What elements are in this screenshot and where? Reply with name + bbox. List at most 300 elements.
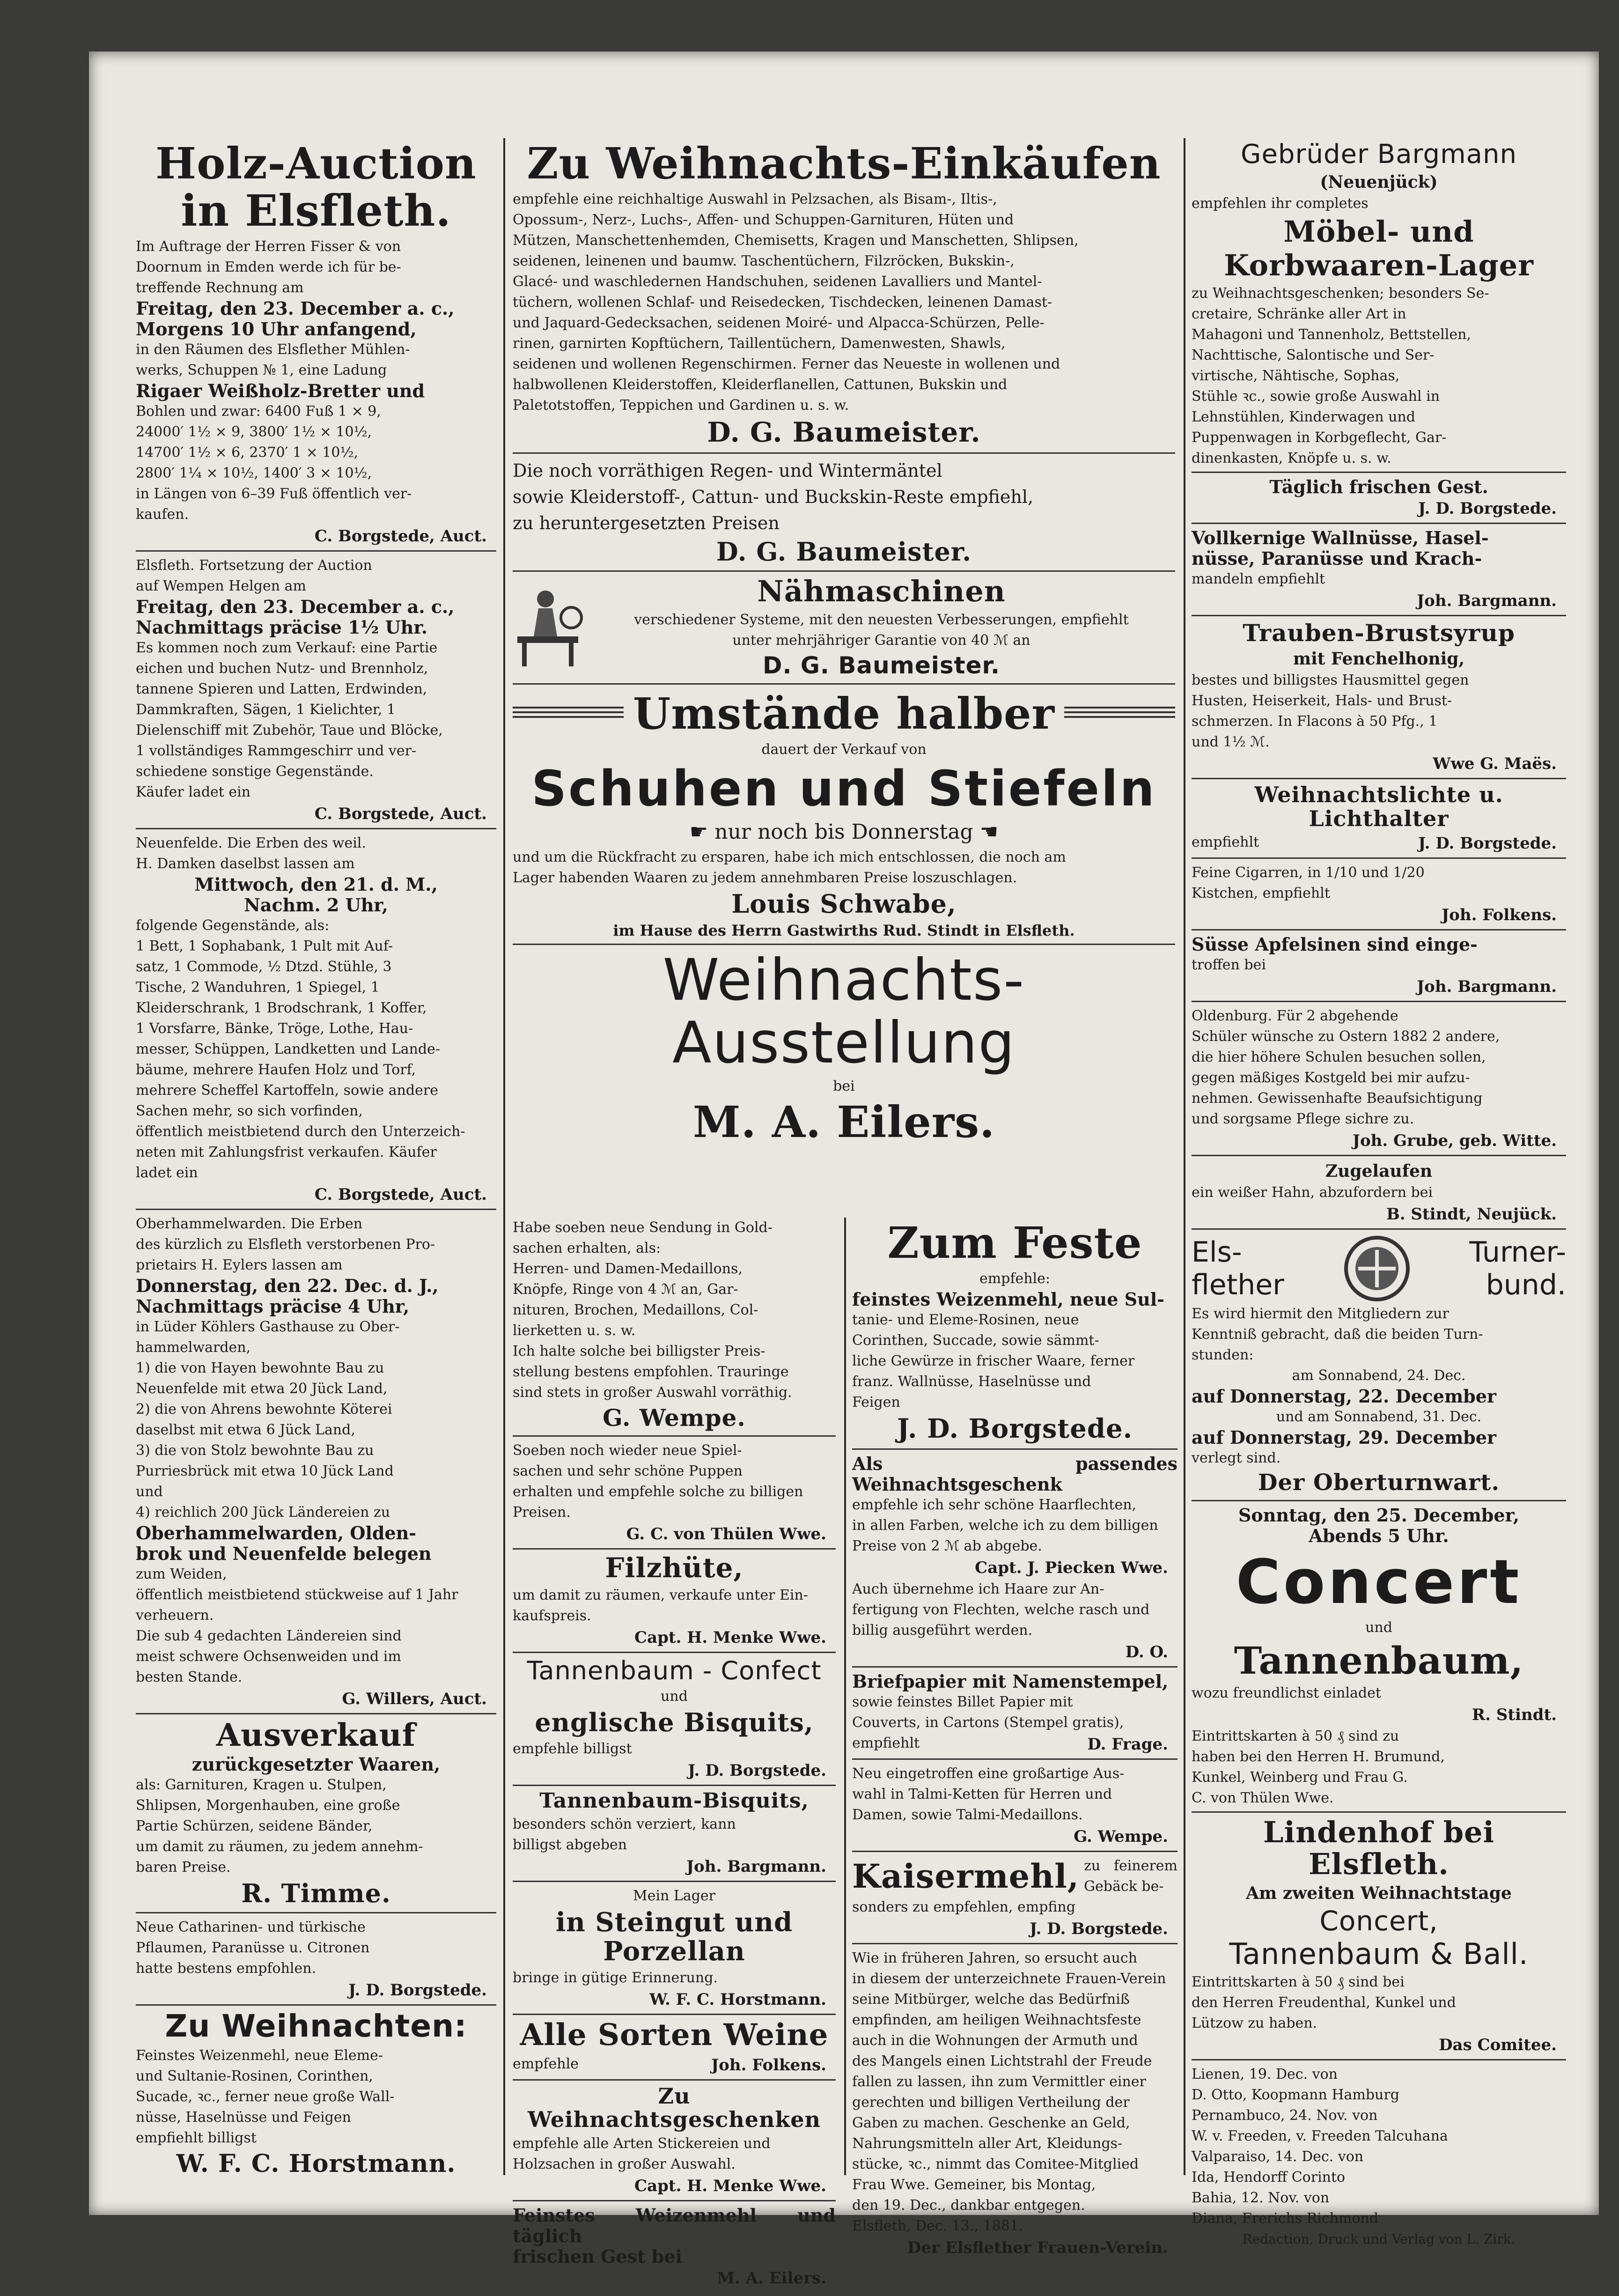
ad-title: Nähmaschinen — [757, 574, 1006, 609]
ad-weine — [513, 2019, 836, 2080]
ad-trauben-brustsyrup — [1192, 620, 1566, 779]
ad-line: Neue Catharinen- und türkische — [136, 1919, 366, 1936]
ad-title: Zu Weihnachts-Einkäufen — [527, 138, 1161, 189]
ad-line: Lager habenden Waaren zu jedem annehmbaren Preise loszuschlagen. — [513, 870, 1017, 886]
ad-line: C. von Thülen Wwe. — [1192, 1789, 1334, 1806]
ad-line: zum Weiden, — [136, 1566, 227, 1583]
ad-line: dauert der Verkauf von — [761, 741, 927, 758]
ad-line: hammelwarden, — [136, 1339, 251, 1356]
ad-line: troffen bei — [1192, 957, 1266, 974]
ad-line: Feinstes Weizenmehl und täglich — [513, 2204, 836, 2246]
ad-line: rinen, garnirten Kopftüchern, Taillentüchern, Damenwesten, Shawls, — [513, 335, 1006, 352]
ad-zum-feste — [852, 1219, 1177, 1450]
column-3 — [1192, 138, 1566, 2256]
ad-frauen-verein — [852, 1948, 1177, 2262]
ad-line: fertigung von Flechten, welche rasch und — [852, 1601, 1150, 1618]
ad-line: Mützen, Manschettenhemden, Chemisetts, Kragen und Manschetten, Shlipsen, — [513, 232, 1079, 249]
ad-line: Preisen. — [513, 1504, 571, 1521]
ad-line: Nachmittags präcise 1½ Uhr. — [136, 617, 428, 638]
ad-title: Weihnachtslichte u. Lichthalter — [1254, 782, 1503, 831]
ad-line: nüsse, Haselnüsse und Feigen — [136, 2109, 351, 2126]
ad-wintermaentel — [513, 458, 1175, 572]
ad-signature: J. D. Borgstede. — [1418, 834, 1557, 853]
ad-signature: D. G. Baumeister. — [762, 651, 1001, 679]
ad-line: Die sub 4 gedachten Ländereien sind — [136, 1628, 402, 1645]
ad-steingut — [513, 1886, 836, 2015]
ad-line: Die noch vorräthigen Regen- und Wintermäntel — [513, 460, 942, 481]
ad-title-3: Tannenbaum & Ball. — [1229, 1937, 1529, 1971]
ad-line: Als passendes Weihnachtsgeschenk — [852, 1453, 1177, 1495]
turnerbund-right-2: bund. — [1486, 1269, 1566, 1302]
ad-line: Husten, Heiserkeit, Hals- und Brust- — [1192, 692, 1452, 709]
ad-holz-auction — [136, 140, 496, 552]
ad-signature: B. Stindt, Neujück. — [1386, 1205, 1557, 1224]
ad-line: auf Wempen Helgen am — [136, 578, 306, 595]
ad-line: Couverts, in Cartons (Stempel gratis), — [852, 1714, 1124, 1731]
ad-line: zu Weihnachtsgeschenken; besonders Se- — [1192, 285, 1489, 302]
ad-line: Oberhammelwarden, Olden- — [136, 1522, 417, 1544]
ad-signature: Joh. Folkens. — [1442, 906, 1557, 925]
ad-line: ladet ein — [136, 1165, 198, 1181]
ad-line: feinstes Weizenmehl, neue Sul- — [852, 1289, 1164, 1310]
ad-line: zu heruntergesetzten Preisen — [513, 512, 780, 533]
ad-line: Im Auftrage der Herren Fisser & von — [136, 238, 401, 255]
column-1 — [136, 138, 496, 2185]
ad-line: kaufen. — [136, 506, 189, 523]
ad-line: als: Garnituren, Kragen u. Stulpen, — [136, 1776, 387, 1793]
ad-line: Mein Lager — [633, 1887, 716, 1904]
stripe-decoration — [513, 707, 624, 721]
ad-line: bestes und billigstes Hausmittel gegen — [1192, 672, 1469, 688]
ad-line: Täglich frischen Gest. — [1269, 476, 1488, 497]
ad-line: Elsfleth. Fortsetzung der Auction — [136, 557, 372, 574]
ad-line: 1 Bett, 1 Sophabank, 1 Pult mit Auf- — [136, 938, 393, 955]
ad-line: messer, Schüppen, Landketten und Lande- — [136, 1041, 441, 1058]
ad-signature: Das Comitee. — [1439, 2036, 1557, 2055]
ad-line: ein weißer Hahn, abzufordern bei — [1192, 1184, 1433, 1201]
ad-line: Feine Cigarren, in 1/10 und 1/20 — [1192, 864, 1425, 881]
ad-line: Abends 5 Uhr. — [1309, 1525, 1449, 1546]
ad-line: Morgens 10 Uhr anfangend, — [136, 318, 417, 340]
ad-line: empfiehlt — [1192, 834, 1259, 851]
ad-line: Lienen, 19. Dec. von — [1192, 2066, 1338, 2083]
ad-signature: Joh. Folkens. — [711, 2055, 826, 2075]
ad-line: wahl in Talmi-Ketten für Herren und — [852, 1786, 1112, 1802]
ad-line: 1) die von Hayen bewohnte Bau zu — [136, 1360, 384, 1377]
ad-line: Tische, 2 Wanduhren, 1 Spiegel, 1 — [136, 979, 380, 996]
ad-title: Lindenhof bei Elsfleth. — [1263, 1815, 1495, 1882]
ad-line: tüchern, wollenen Schlaf- und Reisedecken, Tischdecken, leinenen Damast- — [513, 294, 1052, 311]
ad-title: Zugelaufen — [1325, 1161, 1433, 1181]
ad-line: Frau Wwe. Gemeiner, bis Montag, — [852, 2176, 1096, 2193]
ad-line: dinenkasten, Knöpfe u. s. w. — [1192, 450, 1391, 466]
ad-line: 2800′ 1¼ × 10½, 1400′ 3 × 10½, — [136, 465, 372, 482]
ad-line: auch in die Wohnungen der Armuth und — [852, 2032, 1138, 2049]
ad-line: Freitag, den 23. December a. c., — [136, 298, 455, 319]
ad-title-3: Korbwaaren-Lager — [1224, 248, 1534, 282]
ad-line: stunden: — [1192, 1347, 1254, 1364]
ad-line: verheuern. — [136, 1607, 214, 1624]
ad-line: treffende Rechnung am — [136, 280, 304, 296]
ad-line: haben bei den Herren H. Brumund, — [1192, 1748, 1445, 1765]
turnerbund-left-2: flether — [1192, 1269, 1284, 1302]
ad-line: zu feinerem Gebäck be- — [1084, 1857, 1177, 1895]
ad-line: und — [1365, 1619, 1392, 1636]
ad-title: Tannenbaum-Bisquits, — [539, 1788, 809, 1813]
ad-line: daselbst mit etwa 6 Jück Land, — [136, 1422, 355, 1439]
ad-line: Shlipsen, Morgenhauben, eine große — [136, 1797, 400, 1814]
ad-signature: G. Wempe. — [1074, 1827, 1168, 1846]
ad-line: Wie in früheren Jahren, so ersucht auch — [852, 1949, 1138, 1966]
ad-line: bringe in gütige Erinnerung. — [513, 1970, 718, 1986]
ad-line: 1 vollständiges Rammgeschirr und ver- — [136, 743, 417, 760]
column-2 — [513, 138, 1175, 1154]
ad-line: Sucade, ꝛc., ferner neue große Wall- — [136, 2088, 395, 2105]
ad-title: Alle Sorten Weine — [520, 2017, 829, 2053]
ad-line: bäume, mehrere Haufen Holz und Torf, — [136, 1062, 416, 1078]
ad-line: seine Mitbürger, welche das Bedürfniß — [852, 1991, 1130, 2008]
column-2b — [852, 1218, 1177, 2266]
ad-line: Kistchen, empfiehlt — [1192, 885, 1330, 902]
ad-line: öffentlich meistbietend durch den Unterzeich- — [136, 1123, 465, 1140]
ad-line: des Mangels einen Lichtstrahl der Freude — [852, 2052, 1152, 2069]
ad-subtitle: (Neuenjück) — [1320, 172, 1438, 192]
ad-line: brok und Neuenfelde belegen — [136, 1543, 432, 1565]
ad-spielsachen — [513, 1440, 836, 1550]
ad-line: nüsse, Paranüsse und Krach- — [1192, 547, 1482, 569]
ad-line: gerechten und billigen Vertheilung der — [852, 2094, 1130, 2111]
ad-title: Umstände halber — [633, 688, 1055, 739]
ad-title: Trauben-Brustsyrup — [1243, 619, 1515, 647]
ad-title: Weihnachts-Ausstellung — [662, 946, 1025, 1076]
newspaper-page — [89, 52, 1599, 2288]
ad-line: W. v. Freeden, v. Freeden Talcuhana — [1192, 2128, 1448, 2145]
ad-line: Corinthen, Succade, sowie sämmt- — [852, 1332, 1099, 1349]
ad-signature: R. Timme. — [241, 1878, 391, 1908]
ad-line: 2) die von Ahrens bewohnte Köterei — [136, 1401, 392, 1418]
ad-line: in Längen von 6–39 Fuß öffentlich ver- — [136, 486, 412, 502]
ad-line: um damit zu räumen, verkaufe unter Ein- — [513, 1587, 808, 1603]
ad-line: virtische, Nähtische, Sophas, — [1192, 367, 1400, 384]
ad-line: und Sultanie-Rosinen, Corinthen, — [136, 2067, 373, 2084]
ad-line: Kleiderschrank, 1 Brodschrank, 1 Koffer, — [136, 1000, 427, 1017]
ad-weihnachts-ausstellung — [513, 946, 1175, 1151]
ad-signature: D. G. Baumeister. — [716, 536, 972, 567]
ad-concert — [1192, 1505, 1566, 1813]
ad-tannenbaum-bisquits — [513, 1790, 836, 1882]
ad-zugelaufen — [1192, 1160, 1566, 1230]
ad-line: D. Otto, Koopmann Hamburg — [1192, 2087, 1399, 2104]
ad-signature: W. F. C. Horstmann. — [176, 2149, 456, 2178]
ad-line: franz. Wallnüsse, Haselnüsse und — [852, 1373, 1091, 1390]
ad-neuenfelde — [136, 833, 496, 1210]
ad-line: empfiehlt billigst — [136, 2129, 257, 2146]
ad-line: Rigaer Weißholz-Bretter und — [136, 380, 425, 402]
ad-kaisermehl — [852, 1856, 1177, 1944]
ad-signature: C. Borgstede, Auct. — [314, 527, 487, 546]
ad-line: Eintrittskarten à 50 ₰ sind zu — [1192, 1728, 1399, 1744]
ad-line: neten mit Zahlungsfrist verkaufen. Käufer — [136, 1144, 437, 1161]
ad-signature: D. Frage. — [1087, 1735, 1168, 1754]
ad-line: satz, 1 Commode, ½ Dtzd. Stühle, 3 — [136, 959, 392, 975]
ad-line: Mahagoni und Tannenholz, Bettstellen, — [1192, 326, 1471, 343]
ad-signature: Der Elsflether Frauen-Verein. — [907, 2238, 1168, 2257]
ad-signature: Capt. H. Menke Wwe. — [634, 2176, 826, 2195]
ad-line: sachen erhalten, als: — [513, 1240, 661, 1256]
ad-line: und Jaquard-Gedecksachen, seidenen Moiré- und Alpacca-Schürzen, Pelle- — [513, 315, 1045, 332]
pointing-hand-right-icon: ☛ — [689, 820, 708, 844]
ad-gest — [1192, 477, 1566, 524]
ad-line: Glacé- und waschledernen Handschuhen, seidenen Lavalliers und Mantel- — [513, 273, 1042, 290]
ad-line: 4) reichlich 200 Jück Ländereien zu — [136, 1504, 390, 1521]
ad-line: Gaben zu machen. Geschenke an Geld, — [852, 2114, 1130, 2131]
ad-line: cretaire, Schränke aller Art in — [1192, 305, 1406, 322]
ad-line: und — [136, 1484, 163, 1500]
ad-line: Feinstes Weizenmehl, neue Eleme- — [136, 2047, 383, 2064]
ad-line: empfehle — [513, 2055, 579, 2072]
ad-line: billigst abgeben — [513, 1836, 627, 1853]
ad-title-2: englische Bisquits, — [535, 1707, 814, 1738]
ad-line: fallen zu lassen, ihn zum Vermittler einer — [852, 2073, 1146, 2090]
ad-line: sachen und sehr schöne Puppen — [513, 1463, 743, 1479]
ad-line: Pflaumen, Paranüsse u. Citronen — [136, 1940, 370, 1956]
ad-line: kaufspreis. — [513, 1607, 591, 1624]
ad-line: empfinden, am heiligen Weihnachtsfeste — [852, 2011, 1141, 2028]
ad-line: Oldenburg. Für 2 abgehende — [1192, 1008, 1398, 1025]
ad-signature-2: D. O. — [1125, 1642, 1168, 1661]
ad-line: Dammkraften, Sägen, 1 Kielichter, 1 — [136, 701, 396, 718]
column-rule-2 — [1184, 138, 1185, 2175]
ad-line: Neuenfelde mit etwa 20 Jück Land, — [136, 1381, 388, 1397]
ad-haarflechten — [852, 1454, 1177, 1668]
ad-signature: W. F. C. Horstmann. — [649, 1990, 826, 2009]
ad-title: Tannenbaum - Confect — [527, 1655, 822, 1685]
ad-title: Filzhüte, — [605, 1552, 743, 1584]
ad-signature: G. Willers, Auct. — [342, 1690, 487, 1709]
ad-line: H. Damken daselbst lassen am — [136, 856, 355, 872]
turnerbund-left-1: Els- — [1192, 1236, 1242, 1269]
ad-line: und um die Rückfracht zu ersparen, habe ich mich entschlossen, die noch am — [513, 849, 1066, 866]
ad-line: 24000′ 1½ × 9, 3800′ 1½ × 10½, — [136, 424, 372, 441]
ad-signature: M. A. Eilers. — [717, 2268, 826, 2288]
ad-line: empfehle billigst — [513, 1740, 632, 1757]
ad-signature: J. D. Borgstede. — [688, 1761, 826, 1780]
ad-subtitle: mit Fenchelhonig, — [1293, 649, 1464, 669]
stripe-decoration — [1064, 707, 1175, 721]
ad-line: Kunkel, Weinberg und Frau G. — [1192, 1769, 1408, 1786]
ad-line: 3) die von Stolz bewohnte Bau zu — [136, 1442, 374, 1459]
ad-line: wozu freundlichst einladet — [1192, 1684, 1381, 1701]
ad-line: 1 Vorsfarre, Bänke, Tröge, Lothe, Hau- — [136, 1020, 413, 1037]
ad-line: sowie feinstes Billet Papier mit — [852, 1693, 1073, 1710]
ad-line: den Herren Freudenthal, Kunkel und — [1192, 1994, 1456, 2011]
ad-signature: R. Stindt. — [1472, 1705, 1557, 1724]
ad-line: Kenntniß gebracht, daß die beiden Turn- — [1192, 1326, 1483, 1343]
ad-title: Ausverkauf — [216, 1717, 416, 1754]
ad-line: Es wird hiermit den Mitgliedern zur — [1192, 1306, 1449, 1322]
ad-line: 14700′ 1½ × 6, 2370′ 1 × 10½, — [136, 444, 359, 461]
ad-line: und — [661, 1688, 688, 1705]
ad-line: Damen, sowie Talmi-Medaillons. — [852, 1806, 1083, 1823]
ad-line: im Hause des Herrn Gastwirths Rud. Stindt in Elsfleth. — [613, 921, 1075, 939]
ad-line: tanie- und Eleme-Rosinen, neue — [852, 1312, 1079, 1329]
ad-line: nur noch bis Donnerstag — [714, 820, 973, 844]
ad-line: seidenen und wollenen Regenschirmen. Ferner das Neueste in wollenen und — [513, 356, 1060, 373]
ad-elsfleth-auction — [136, 555, 496, 829]
ad-line: Knöpfe, Ringe von 4 ℳ an, Gar- — [513, 1281, 738, 1298]
ad-signature: Joh. Grube, geb. Witte. — [1352, 1131, 1557, 1151]
ad-line: Sonntag, den 25. December, — [1238, 1504, 1520, 1526]
ad-line: empfehle ich sehr schöne Haarflechten, — [852, 1496, 1137, 1513]
ad-title: Zum Feste — [887, 1218, 1142, 1268]
ad-line: Purriesbrück mit etwa 10 Jück Land — [136, 1463, 394, 1480]
ad-line: prietairs H. Eylers lassen am — [136, 1257, 343, 1274]
ad-line: Käufer ladet ein — [136, 784, 251, 801]
ad-line: mandeln empfiehlt — [1192, 570, 1325, 587]
ad-line: Nachm. 2 Uhr, — [244, 894, 388, 916]
ad-line: Lützow zu haben. — [1192, 2015, 1317, 2032]
ad-line: Valparaiso, 14. Dec. von — [1192, 2148, 1364, 2165]
ad-line: Ida, Hendorff Corinto — [1192, 2169, 1346, 2186]
ad-line: empfehle alle Arten Stickereien und — [513, 2135, 771, 2152]
ad-title-2: Concert, — [1319, 1905, 1438, 1937]
ad-line: Neuenfelde. Die Erben des weil. — [136, 835, 366, 852]
ad-line: halbwollenen Kleiderstoffen, Kleiderflanellen, Cattunen, Bukskin und — [513, 377, 1008, 393]
ad-signature: J. D. Borgstede. — [897, 1413, 1133, 1445]
ad-title: Gebrüder Bargmann — [1241, 139, 1517, 170]
ad-line: erhalten und empfehle solche zu billigen — [513, 1484, 803, 1500]
ad-line: Mittwoch, den 21. d. M., — [194, 874, 438, 895]
ad-line: Nachttische, Salontische und Ser- — [1192, 347, 1435, 363]
ad-naehmaschinen — [513, 576, 1175, 684]
ad-line: Auch übernehme ich Haare zur An- — [852, 1580, 1104, 1597]
ad-line: eichen und buchen Nutz- und Brennholz, — [136, 660, 428, 677]
ad-line: billig ausgeführt werden. — [852, 1622, 1033, 1639]
ad-line: Holzsachen in großer Auswahl. — [513, 2156, 736, 2172]
ad-line: Briefpapier mit Namenstempel, — [852, 1670, 1169, 1692]
ad-line: mehrere Scheffel Kartoffeln, sowie andere — [136, 1082, 438, 1099]
ad-signature: Capt. H. Menke Wwe. — [634, 1628, 826, 1647]
ad-ausverkauf — [136, 1718, 496, 1913]
ad-line: sind stets in großer Auswahl vorräthig. — [513, 1384, 792, 1401]
ad-line: bei — [833, 1078, 855, 1094]
ad-line: besonders schön verziert, kann — [513, 1816, 736, 1832]
ad-line: Donnerstag, den 22. Dec. d. J., — [136, 1275, 439, 1297]
ad-line: liche Gewürze in frischer Waare, ferner — [852, 1353, 1135, 1370]
ad-signature: G. Wempe. — [603, 1404, 746, 1432]
ad-apfelsinen — [1192, 934, 1566, 1002]
ad-line: des kürzlich zu Elsfleth verstorbenen Pro- — [136, 1236, 435, 1253]
ad-signature: J. D. Borgstede. — [348, 1981, 487, 2000]
ad-signature: Capt. J. Piecken Wwe. — [975, 1558, 1168, 1577]
ad-line: Bahia, 12. Nov. von — [1192, 2190, 1330, 2207]
ad-line: seidenen, leinenen und baumw. Taschentüchern, Filzröcken, Bukskin-, — [513, 253, 1015, 270]
ad-weihnachtslichte — [1192, 783, 1566, 859]
ad-line: und am Sonnabend, 31. Dec. — [1276, 1409, 1482, 1425]
ad-line: sonders zu empfehlen, empfing — [852, 1898, 1075, 1915]
ad-oberhammelwarden — [136, 1214, 496, 1714]
ad-line: Oberhammelwarden. Die Erben — [136, 1216, 363, 1233]
ad-gebrueder-bargmann — [1192, 140, 1566, 473]
ad-tannenbaum-confect — [513, 1657, 836, 1786]
ad-line: in diesem der unterzeichnete Frauen-Verein — [852, 1970, 1166, 1987]
ad-signature: Der Oberturnwart. — [1258, 1469, 1500, 1496]
ad-line: stellung bestens empfohlen. Trauringe — [513, 1364, 789, 1380]
ad-title: Zu Weihnachten: — [165, 2008, 467, 2045]
ad-title: Holz-Auction in Elsfleth. — [155, 138, 477, 236]
ad-line: empfehle: — [979, 1270, 1051, 1287]
ad-line: in allen Farben, welche ich zu dem billigen — [852, 1517, 1158, 1534]
ad-line: in den Räumen des Elsflether Mühlen- — [136, 341, 410, 358]
ad-signature: J. D. Borgstede. — [1030, 1919, 1168, 1938]
ad-signature: G. C. von Thülen Wwe. — [626, 1525, 826, 1543]
ad-line: frischen Gest bei — [513, 2245, 682, 2267]
ad-line: lierketten u. s. w. — [513, 1322, 636, 1339]
ad-signature: M. A. Eilers. — [692, 1096, 995, 1147]
sub-column-rule — [844, 1218, 846, 2175]
ad-signature: C. Borgstede, Auct. — [314, 1185, 487, 1204]
ad-line: Neu eingetroffen eine großartige Aus- — [852, 1765, 1125, 1782]
ad-line: Preise von 2 ℳ ab abgebe. — [852, 1537, 1042, 1554]
ad-briefpapier — [852, 1671, 1177, 1760]
ad-line: den 19. Dec., dankbar entgegen. — [852, 2197, 1085, 2214]
ad-line: empfehlen ihr completes — [1192, 195, 1369, 212]
ad-line: Schüler wünsche zu Ostern 1882 2 andere, — [1192, 1028, 1500, 1045]
ad-line: Herren- und Damen-Medaillons, — [513, 1261, 743, 1277]
ad-weizenmehl — [513, 2205, 836, 2292]
ad-umstaende-halber — [513, 688, 1175, 945]
ad-line: Lehnstühlen, Kinderwagen und — [1192, 408, 1416, 425]
ad-talmi — [852, 1764, 1177, 1852]
ad-line: unter mehrjähriger Garantie von 40 ℳ an — [732, 632, 1030, 649]
ad-line: gegen mäßiges Kostgeld bei mir aufzu- — [1192, 1070, 1470, 1086]
ad-weihnachts-einkaeufen — [513, 140, 1175, 454]
ad-subtitle: Am zweiten Weihnachtstage — [1246, 1883, 1512, 1904]
column-rule-1 — [503, 138, 505, 2175]
ad-signature: D. G. Baumeister. — [707, 416, 981, 449]
ad-title: Concert — [1236, 1546, 1522, 1617]
ad-title-2: Tannenbaum, — [1234, 1638, 1524, 1683]
ad-line: hatte bestens empfohlen. — [136, 1960, 316, 1977]
ad-line: Freitag, den 23. December a. c., — [136, 596, 455, 618]
ad-line: zurückgesetzter Waaren, — [191, 1753, 441, 1775]
ad-line: Nachmittags präcise 4 Uhr, — [136, 1296, 410, 1317]
ad-line: verschiedener Systeme, mit den neuesten Verbesserungen, empfiehlt — [634, 611, 1129, 628]
ad-line: Pernambuco, 24. Nov. von — [1192, 2107, 1378, 2124]
ad-line: auf Donnerstag, 22. December — [1192, 1386, 1496, 1407]
column-2a — [513, 1218, 836, 2296]
ad-line: Sachen mehr, so sich vorfinden, — [136, 1103, 363, 1120]
ad-signature: Wwe G. Maës. — [1433, 754, 1557, 773]
ad-line: Nahrungsmitteln aller Art, Kleidungs- — [852, 2135, 1123, 2152]
ad-signature: Louis Schwabe, — [731, 889, 957, 919]
ad-title-2: Möbel- und — [1283, 214, 1474, 249]
turnerbund-right-1: Turner- — [1469, 1236, 1566, 1269]
ad-line: Feigen — [852, 1394, 900, 1411]
ad-signature: Joh. Bargmann. — [1417, 591, 1557, 610]
ad-line: schiedene sonstige Gegenstände. — [136, 763, 374, 780]
ad-line: Ich halte solche bei billigster Preis- — [513, 1343, 765, 1359]
imprint: Redaction, Druck und Verlag von L. Zirk. — [1242, 2231, 1516, 2247]
ad-line: Dielenschiff mit Zubehör, Taue und Blöcke, — [136, 722, 443, 739]
ad-line: öffentlich meistbietend stückweise auf 1 Jahr — [136, 1587, 458, 1603]
ad-line: sowie Kleiderstoff-, Cattun- und Buckskin-Reste empfiehl, — [513, 486, 1034, 507]
ad-title: Zu Weihnachtsgeschenken — [527, 2083, 821, 2133]
ad-cigarren — [1192, 863, 1566, 930]
ad-line: empfehle eine reichhaltige Auswahl in Pelzsachen, als Bisam-, Iltis-, — [513, 191, 997, 208]
ad-title: Kaisermehl, — [852, 1857, 1080, 1896]
ad-catharinen — [136, 1917, 496, 2006]
